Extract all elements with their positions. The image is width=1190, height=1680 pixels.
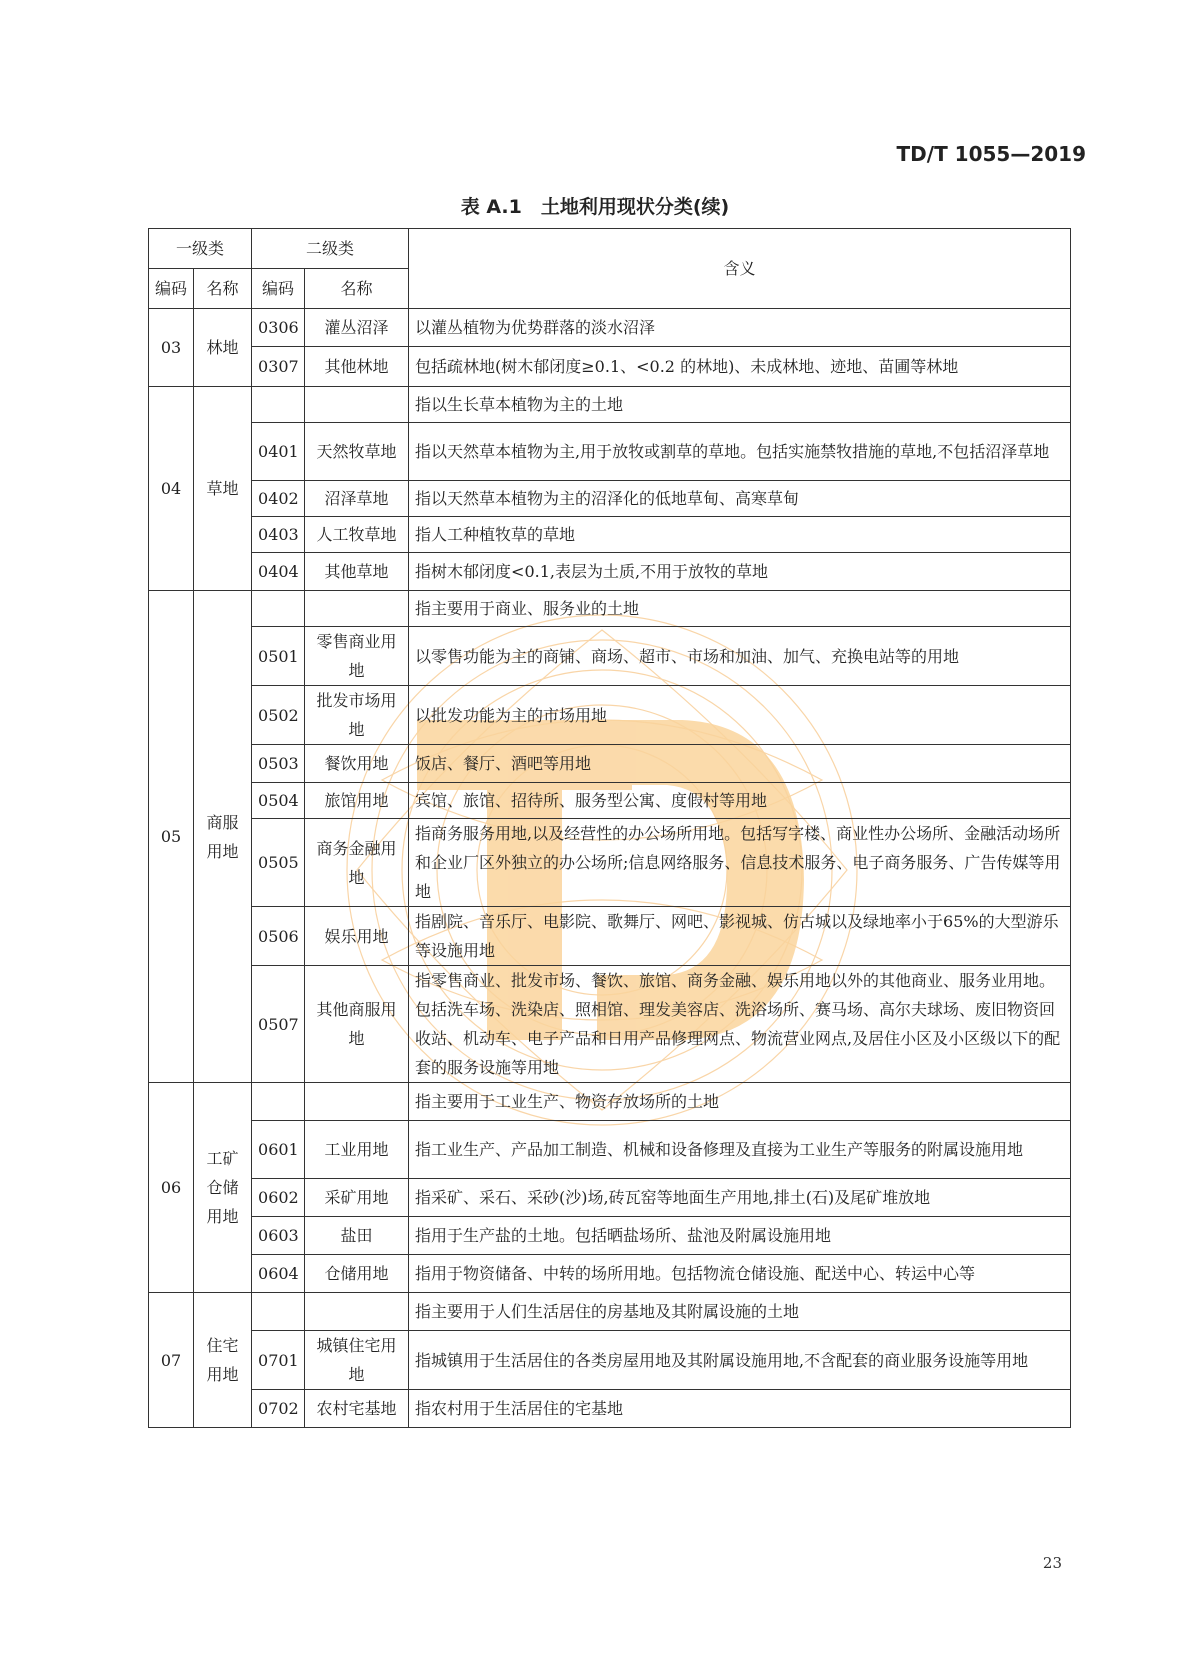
meaning-cell: 包括疏林地(树木郁闭度≥0.1、<0.2 的林地)、未成林地、迹地、苗圃等林地 bbox=[409, 347, 1071, 387]
level2-name: 零售商业用地 bbox=[305, 627, 409, 686]
level1-code: 07 bbox=[149, 1293, 194, 1428]
level1-name: 商服用地 bbox=[194, 591, 252, 1083]
level2-name: 餐饮用地 bbox=[305, 745, 409, 783]
meaning-header: 含义 bbox=[409, 229, 1071, 309]
table-body bbox=[149, 309, 1071, 1428]
level2-code: 0502 bbox=[252, 686, 305, 745]
table-row bbox=[149, 819, 1071, 907]
level1-code: 03 bbox=[149, 309, 194, 387]
meaning-cell: 指剧院、音乐厅、电影院、歌舞厅、网吧、影视城、仿古城以及绿地率小于65%的大型游乐等设施用地 bbox=[409, 907, 1071, 966]
meaning-cell: 指采矿、采石、采砂(沙)场,砖瓦窑等地面生产用地,排土(石)及尾矿堆放地 bbox=[409, 1179, 1071, 1217]
level2-code: 0504 bbox=[252, 783, 305, 819]
meaning-cell: 指以天然草本植物为主,用于放牧或割草的草地。包括实施禁牧措施的草地,不包括沼泽草地 bbox=[409, 423, 1071, 481]
page-number: 23 bbox=[1042, 1554, 1062, 1572]
table-row bbox=[149, 1255, 1071, 1293]
meaning-cell: 指人工种植牧草的草地 bbox=[409, 517, 1071, 553]
level2-code: 0307 bbox=[252, 347, 305, 387]
level2-code: 0501 bbox=[252, 627, 305, 686]
meaning-cell: 指用于生产盐的土地。包括晒盐场所、盐池及附属设施用地 bbox=[409, 1217, 1071, 1255]
level2-name: 批发市场用地 bbox=[305, 686, 409, 745]
table-row bbox=[149, 1293, 1071, 1331]
level2-name: 其他林地 bbox=[305, 347, 409, 387]
meaning-cell: 指零售商业、批发市场、餐饮、旅馆、商务金融、娱乐用地以外的其他商业、服务业用地。包括洗车场、洗染店、照相馆、理发美容店、洗浴场所、赛马场、高尔夫球场、废旧物资回收站、机动车、电子产品和日用产品修理网点、物流营业网点,及居住小区及小区级以下的配套的服务设施等用地 bbox=[409, 966, 1071, 1083]
table-row bbox=[149, 1390, 1071, 1428]
table-row bbox=[149, 309, 1071, 347]
level2-code: 0503 bbox=[252, 745, 305, 783]
level2-code: 0306 bbox=[252, 309, 305, 347]
level2-name: 灌丛沼泽 bbox=[305, 309, 409, 347]
level2-code bbox=[252, 1083, 305, 1121]
level2-name bbox=[305, 1083, 409, 1121]
level2-name: 采矿用地 bbox=[305, 1179, 409, 1217]
level2-name bbox=[305, 1293, 409, 1331]
level2-name: 农村宅基地 bbox=[305, 1390, 409, 1428]
table-row bbox=[149, 966, 1071, 1083]
table-row bbox=[149, 591, 1071, 627]
level2-name: 其他商服用地 bbox=[305, 966, 409, 1083]
table-row bbox=[149, 745, 1071, 783]
meaning-cell: 饭店、餐厅、酒吧等用地 bbox=[409, 745, 1071, 783]
level2-name: 沼泽草地 bbox=[305, 481, 409, 517]
table-row bbox=[149, 627, 1071, 686]
level2-code bbox=[252, 387, 305, 423]
name-header: 名称 bbox=[194, 269, 252, 309]
code2-header: 编码 bbox=[252, 269, 305, 309]
level1-name: 住宅用地 bbox=[194, 1293, 252, 1428]
level2-name: 娱乐用地 bbox=[305, 907, 409, 966]
table-row bbox=[149, 907, 1071, 966]
meaning-cell: 指商务服务用地,以及经营性的办公场所用地。包括写字楼、商业性办公场所、金融活动场所和企业厂区外独立的办公场所;信息网络服务、信息技术服务、电子商务服务、广告传媒等用地 bbox=[409, 819, 1071, 907]
level2-code: 0507 bbox=[252, 966, 305, 1083]
table-row bbox=[149, 347, 1071, 387]
table-row bbox=[149, 553, 1071, 591]
level2-code: 0601 bbox=[252, 1121, 305, 1179]
level2-name: 商务金融用地 bbox=[305, 819, 409, 907]
level2-code: 0702 bbox=[252, 1390, 305, 1428]
level2-name: 仓储用地 bbox=[305, 1255, 409, 1293]
meaning-cell: 指树木郁闭度<0.1,表层为土质,不用于放牧的草地 bbox=[409, 553, 1071, 591]
level2-code: 0404 bbox=[252, 553, 305, 591]
meaning-cell: 指农村用于生活居住的宅基地 bbox=[409, 1390, 1071, 1428]
level2-code: 0403 bbox=[252, 517, 305, 553]
level2-name: 城镇住宅用地 bbox=[305, 1331, 409, 1390]
table-row bbox=[149, 1083, 1071, 1121]
level1-name: 林地 bbox=[194, 309, 252, 387]
level1-name: 工矿仓储用地 bbox=[194, 1083, 252, 1293]
level2-code: 0505 bbox=[252, 819, 305, 907]
table-title: 表 A.1 土地利用现状分类(续) bbox=[460, 196, 730, 218]
header-row-top bbox=[149, 229, 1071, 269]
table-row bbox=[149, 481, 1071, 517]
level2-name: 盐田 bbox=[305, 1217, 409, 1255]
level1-name: 草地 bbox=[194, 387, 252, 591]
level2-code: 0602 bbox=[252, 1179, 305, 1217]
table-row bbox=[149, 1179, 1071, 1217]
level1-code: 06 bbox=[149, 1083, 194, 1293]
level2-name: 旅馆用地 bbox=[305, 783, 409, 819]
meaning-cell: 指以生长草本植物为主的土地 bbox=[409, 387, 1071, 423]
code-header: 编码 bbox=[149, 269, 194, 309]
meaning-cell: 以零售功能为主的商铺、商场、超市、市场和加油、加气、充换电站等的用地 bbox=[409, 627, 1071, 686]
meaning-cell: 宾馆、旅馆、招待所、服务型公寓、度假村等用地 bbox=[409, 783, 1071, 819]
level2-code: 0604 bbox=[252, 1255, 305, 1293]
table-row bbox=[149, 517, 1071, 553]
table-row bbox=[149, 1331, 1071, 1390]
meaning-cell: 指主要用于商业、服务业的土地 bbox=[409, 591, 1071, 627]
level2-name: 人工牧草地 bbox=[305, 517, 409, 553]
level2-name: 其他草地 bbox=[305, 553, 409, 591]
level2-name: 天然牧草地 bbox=[305, 423, 409, 481]
level2-code bbox=[252, 591, 305, 627]
level2-code: 0402 bbox=[252, 481, 305, 517]
level2-name: 工业用地 bbox=[305, 1121, 409, 1179]
meaning-cell: 指主要用于人们生活居住的房基地及其附属设施的土地 bbox=[409, 1293, 1071, 1331]
meaning-cell: 以灌丛植物为优势群落的淡水沼泽 bbox=[409, 309, 1071, 347]
table-row bbox=[149, 387, 1071, 423]
land-use-table bbox=[148, 228, 1071, 1428]
level2-code: 0506 bbox=[252, 907, 305, 966]
level1-header: 一级类 bbox=[149, 229, 252, 269]
level2-header: 二级类 bbox=[252, 229, 409, 269]
level2-name bbox=[305, 591, 409, 627]
meaning-cell: 指主要用于工业生产、物资存放场所的土地 bbox=[409, 1083, 1071, 1121]
name2-header: 名称 bbox=[305, 269, 409, 309]
meaning-cell: 指工业生产、产品加工制造、机械和设备修理及直接为工业生产等服务的附属设施用地 bbox=[409, 1121, 1071, 1179]
meaning-cell: 以批发功能为主的市场用地 bbox=[409, 686, 1071, 745]
level2-code bbox=[252, 1293, 305, 1331]
doc-code: TD/T 1055—2019 bbox=[896, 142, 1086, 166]
level2-code: 0401 bbox=[252, 423, 305, 481]
table-row bbox=[149, 686, 1071, 745]
level2-code: 0701 bbox=[252, 1331, 305, 1390]
meaning-cell: 指城镇用于生活居住的各类房屋用地及其附属设施用地,不含配套的商业服务设施等用地 bbox=[409, 1331, 1071, 1390]
meaning-cell: 指用于物资储备、中转的场所用地。包括物流仓储设施、配送中心、转运中心等 bbox=[409, 1255, 1071, 1293]
table-row bbox=[149, 423, 1071, 481]
table-row bbox=[149, 1121, 1071, 1179]
table-row bbox=[149, 783, 1071, 819]
table-row bbox=[149, 1217, 1071, 1255]
level2-code: 0603 bbox=[252, 1217, 305, 1255]
meaning-cell: 指以天然草本植物为主的沼泽化的低地草甸、高寒草甸 bbox=[409, 481, 1071, 517]
level1-code: 05 bbox=[149, 591, 194, 1083]
level2-name bbox=[305, 387, 409, 423]
level1-code: 04 bbox=[149, 387, 194, 591]
